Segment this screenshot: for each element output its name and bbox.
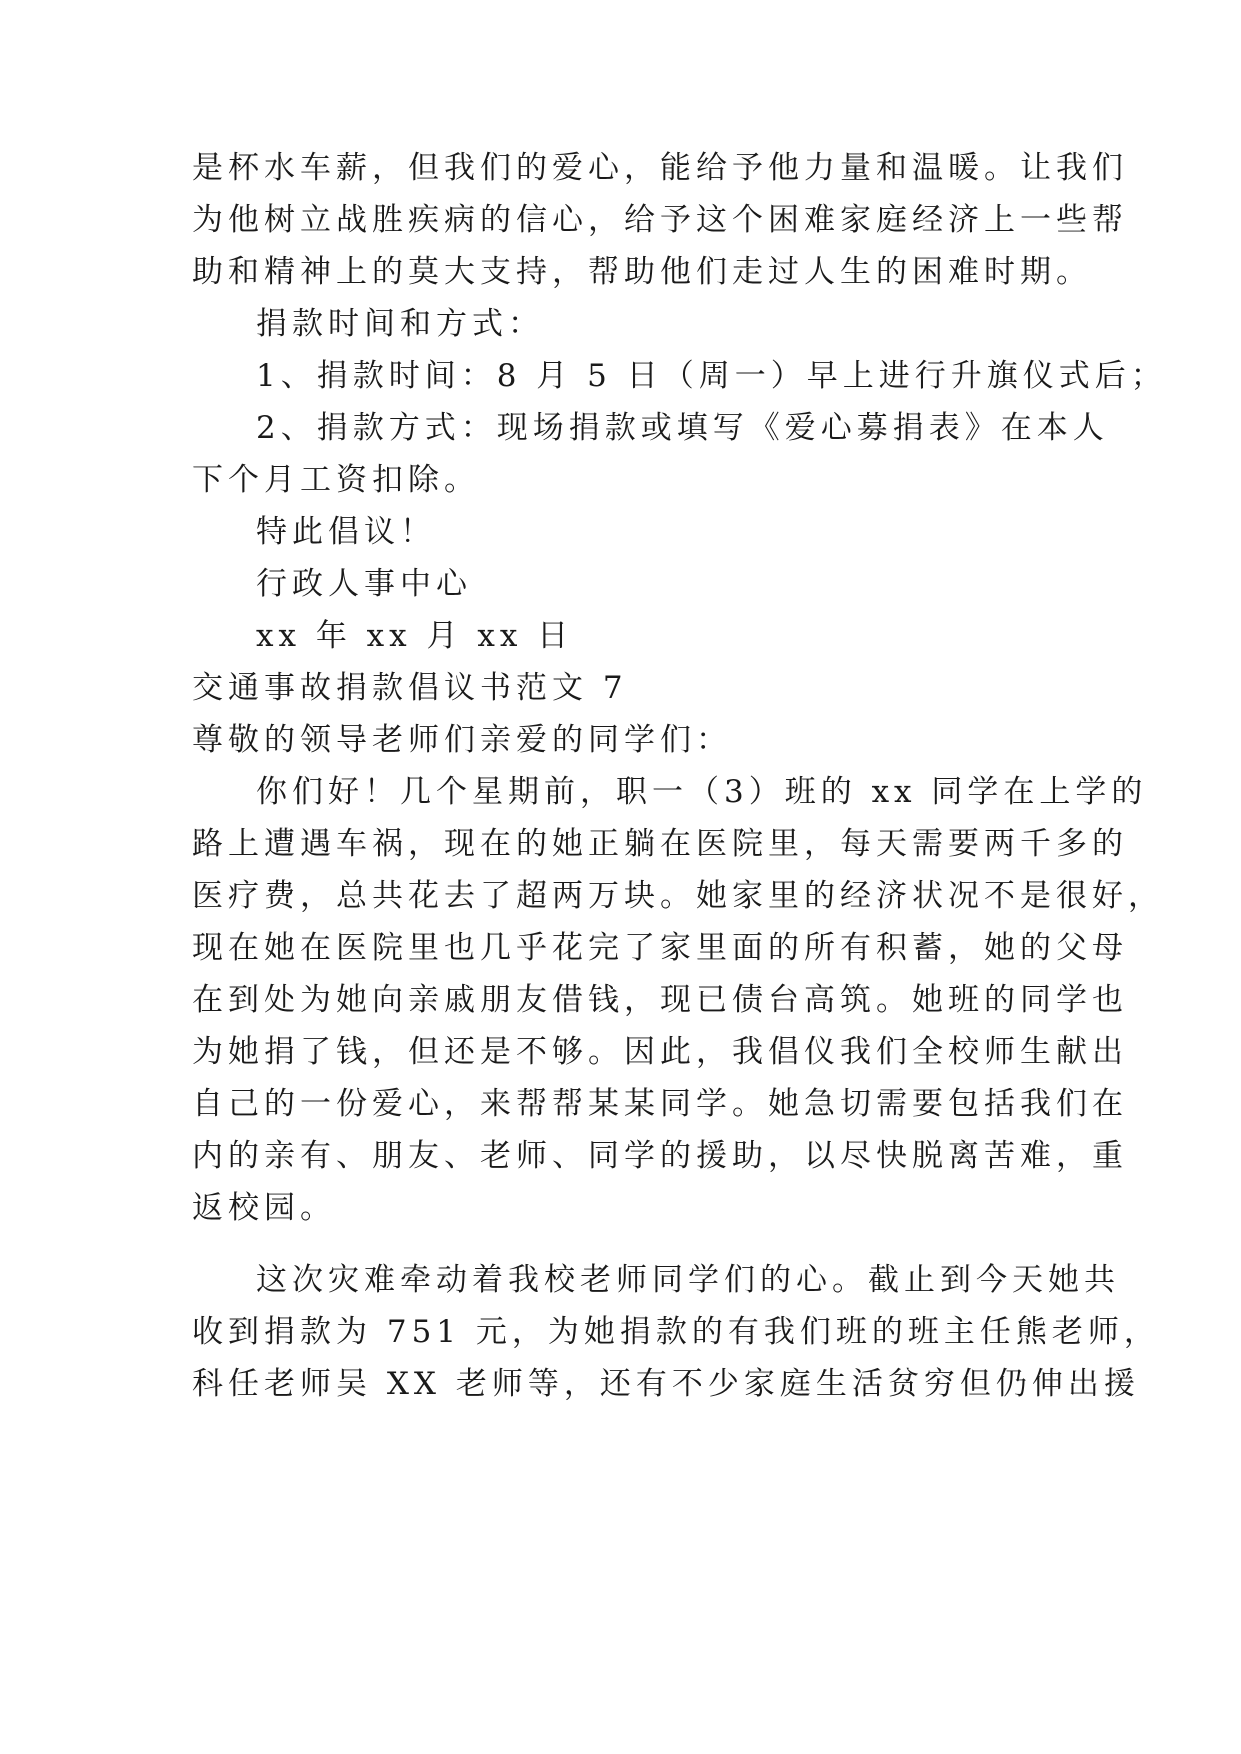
text-line: 为他树立战胜疾病的信心，给予这个困难家庭经济上一些帮	[192, 202, 1128, 238]
list-item: 2、捐款方式：现场捐款或填写《爱心募捐表》在本人	[256, 410, 1109, 446]
list-item: 1、捐款时间：8 月 5 日（周一）早上进行升旗仪式后；	[256, 358, 1167, 394]
text-line: 科任老师吴 XX 老师等，还有不少家庭生活贫穷但仍伸出援	[192, 1366, 1140, 1402]
text-line: 这次灾难牵动着我校老师同学们的心。截止到今天她共	[256, 1262, 1120, 1298]
text-line: 返校园。	[192, 1190, 336, 1226]
text-line: 内的亲有、朋友、老师、同学的援助，以尽快脱离苦难，重	[192, 1138, 1128, 1174]
text-line: 你们好！几个星期前，职一（3）班的 xx 同学在上学的	[256, 774, 1148, 810]
text-line: 医疗费，总共花去了超两万块。她家里的经济状况不是很好，	[192, 878, 1164, 914]
signature-org: 行政人事中心	[256, 566, 472, 602]
text-line: 自己的一份爱心，来帮帮某某同学。她急切需要包括我们在	[192, 1086, 1128, 1122]
text-line: 为她捐了钱，但还是不够。因此，我倡仪我们全校师生献出	[192, 1034, 1128, 1070]
text-line: 现在她在医院里也几乎花完了家里面的所有积蓄，她的父母	[192, 930, 1128, 966]
closing-text: 特此倡议！	[256, 514, 436, 550]
section-title: 交通事故捐款倡议书范文 7	[192, 670, 628, 706]
text-line: 助和精神上的莫大支持，帮助他们走过人生的困难时期。	[192, 254, 1092, 290]
salutation: 尊敬的领导老师们亲爱的同学们：	[192, 722, 732, 758]
text-line: 收到捐款为 751 元，为她捐款的有我们班的班主任熊老师，	[192, 1314, 1160, 1350]
text-line: 是杯水车薪，但我们的爱心，能给予他力量和温暖。让我们	[192, 150, 1128, 186]
section-heading: 捐款时间和方式：	[256, 306, 544, 342]
signature-date: xx 年 xx 月 xx 日	[256, 618, 574, 654]
text-line: 下个月工资扣除。	[192, 462, 480, 498]
text-line: 在到处为她向亲戚朋友借钱，现已债台高筑。她班的同学也	[192, 982, 1128, 1018]
text-line: 路上遭遇车祸，现在的她正躺在医院里，每天需要两千多的	[192, 826, 1128, 862]
